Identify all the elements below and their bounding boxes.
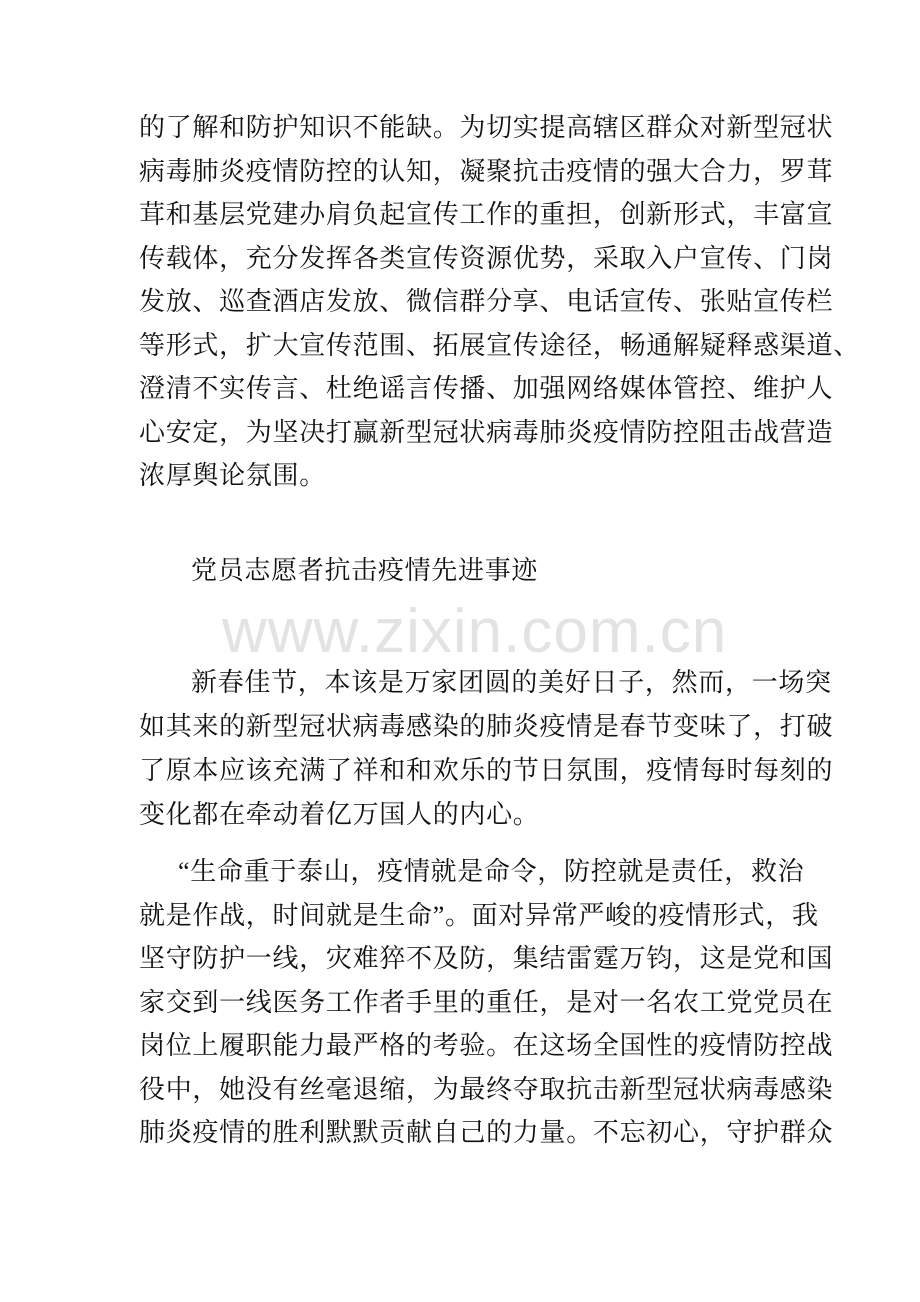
- text-line: 澄清不实传言、杜绝谣言传播、加强网络媒体管控、维护人: [139, 374, 834, 403]
- text-line: 变化都在牵动着亿万国人的内心。: [139, 800, 540, 829]
- section-heading: 党员志愿者抗击疫情先进事迹: [191, 556, 539, 585]
- text-line: 新春佳节，本该是万家团圆的美好日子，然而，一场突: [191, 668, 832, 697]
- text-line: 岗位上履职能力最严格的考验。在这场全国性的疫情防控战: [139, 1031, 834, 1060]
- text-line: 如其来的新型冠状病毒感染的肺炎疫情是春节变味了，打破: [139, 712, 834, 741]
- text-line: 了原本应该充满了祥和和欢乐的节日氛围，疫情每时每刻的: [139, 756, 834, 785]
- text-line: 发放、巡查酒店发放、微信群分享、电话宣传、张贴宣传栏: [139, 287, 834, 316]
- text-line: 病毒肺炎疫情防控的认知，凝聚抗击疫情的强大合力，罗茸: [139, 157, 834, 186]
- watermark: www.zixin.com.cn: [222, 597, 728, 666]
- text-line: 就是作战，时间就是生命”。面对异常严峻的疫情形式，我: [139, 901, 819, 930]
- text-line: 等形式，扩大宣传范围、拓展宣传途径，畅通解疑释惑渠道、: [139, 331, 860, 360]
- text-line: 役中，她没有丝毫退缩，为最终夺取抗击新型冠状病毒感染: [139, 1075, 834, 1104]
- text-line: 的了解和防护知识不能缺。为切实提高辖区群众对新型冠状: [139, 113, 834, 142]
- text-line: 心安定，为坚决打赢新型冠状病毒肺炎疫情防控阻击战营造: [139, 418, 834, 447]
- text-line: 肺炎疫情的胜利默默贡献自己的力量。不忘初心，守护群众: [139, 1118, 834, 1147]
- text-line: “生命重于泰山，疫情就是命令，防控就是责任，救治: [178, 857, 805, 886]
- text-line: 坚守防护一线，灾难猝不及防，集结雷霆万钧，这是党和国: [139, 944, 834, 973]
- text-line: 浓厚舆论氛围。: [139, 461, 326, 490]
- text-line: 家交到一线医务工作者手里的重任，是对一名农工党党员在: [139, 988, 834, 1017]
- text-line: 传载体，充分发挥各类宣传资源优势，采取入户宣传、门岗: [139, 244, 834, 273]
- text-line: 茸和基层党建办肩负起宣传工作的重担，创新形式，丰富宣: [139, 200, 834, 229]
